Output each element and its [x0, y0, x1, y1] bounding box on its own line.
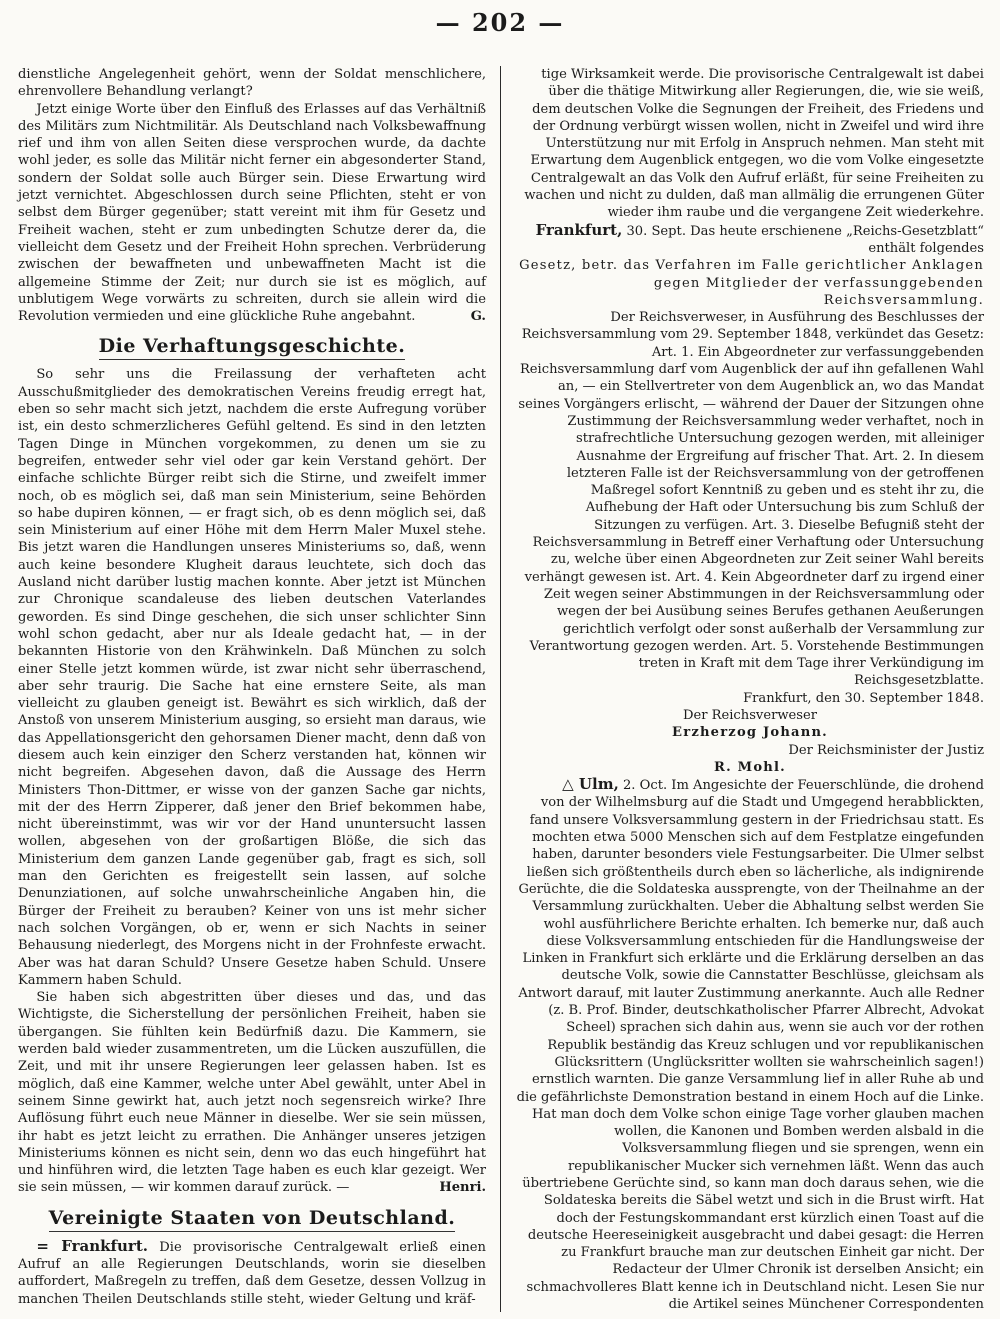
article-paragraph — [18, 989, 486, 1197]
dateline: = Frankfurt. — [36, 1236, 148, 1255]
signatory-title: Der Reichsminister der Justiz — [788, 742, 984, 758]
signatory-name: Erzherzog Johann. — [672, 725, 828, 741]
article-paragraph — [18, 101, 486, 326]
place-date: Frankfurt, den 30. September 1848. — [743, 690, 984, 706]
continued-paragraph: dienstliche Angelegenheit gehört, wenn der Soldat menschlichere, ehrenvollere Behandlung verlangt? — [18, 67, 486, 100]
column-rule — [500, 66, 501, 1312]
dateline: △ Ulm, — [562, 775, 619, 794]
article-paragraph — [516, 222, 984, 258]
signatory-title: Der Reichsverweser — [682, 707, 818, 723]
section-heading — [18, 1205, 486, 1232]
law-title: Gesetz, betr. das Verfahren im Falle gerichtlicher Anklagen gegen Mitglieder der verfassunggebenden Reichsversammlung. — [519, 258, 984, 308]
section-heading — [18, 333, 486, 360]
dateline: Frankfurt, — [535, 220, 623, 239]
article-paragraph: So sehr uns die Freilassung der verhafteten acht Ausschußmitglieder des demokratischen Vereins freudig erregt hat, eben so sehr macht sich jetzt, nachdem die erste Aufregung vorüber ist, ein desto schmerzlicheres Gefühl geltend. Es sind in den letzten Tagen Dinge in München vorgekommen, zu denen um sie zu begreifen, entweder sehr viel oder gar kein Verstand gehört. Der einfache schlichte Bürger reibt sich die Stirne, und zweifelt immer noch, ob es möglich sei, daß man sein Ministerium, seine Behörden so habe dupiren können, — er fragt sich, ob es denn möglich sei, daß sein Ministerium auf einer Höhe mit dem Herrn Maler Muxel stehe. Bis jetzt waren die Handlungen unseres Ministeriums so, daß, wenn auch keine besondere Klugheit daraus leuchtete, sich doch das Ausland nicht darüber lustig machen konnte. Aber jetzt ist München zur Chronique scandaleuse des lieben deutschen Vaterlandes geworden. Es sind Dinge geschehen, die sich unser schlichter Sinn wohl schon gedacht, aber nur als Ideale gedacht hat, — in der bekannten Historie von den Krähwinkeln. Daß München zu solch einer Stelle jetzt kommen würde, ist zwar nicht sehr überraschend, aber sehr traurig. Die Sache hat eine ernstere Seite, als man vielleicht zu glauben geneigt ist. Bewährt es sich wirklich, daß der Anstoß von unserem Ministerium ausging, so ersieht man daraus, wie das Appellationsgericht den gehorsamen Diener macht, denn daß von diesem auch kein einziger den Scherz verstanden hat, können wir nicht begreifen. Abgesehen davon, daß die Aussage des Herrn Ministers Thon-Dittmer, er wisse von der ganzen Sache gar nichts, mit der des Herrn Zipperer, daß jener den Brief bekommen habe, nicht übereinstimmt, was wir vor der Hand ununtersucht lassen wollen, abgesehen von der großartigen Blöße, die sich das Ministerium dem ganzen Lande gegenüber gab, fragt es sich, soll man den Gerichten es freigestellt sein lassen, auf solche Denunziationen, auf solche unwahrscheinliche Angaben hin, die Bürger der Freiheit zu berauben? Keiner von uns ist mehr sicher nach solchen Vorgängen, ob er, wenn er sich Nachts in seiner Behausung niederlegt, des Morgens nicht in der Frohnfeste erwacht. Aber was hat daran Schuld? Unsere Gesetze haben Schuld. Unsere Kammern haben Schuld. — [18, 367, 486, 988]
law-text: Der Reichsverweser, in Ausführung des Beschlusses der Reichsversammlung vom 29. September 1848, verkündet das Gesetz: Art. 1. Ein Abgeordneter zur verfassunggebenden Reichsversammlung darf vom Augenblick der auf ihn gefallenen Wahl an, — ein Stellvertreter von dem Augenblick an, wo das Mandat seines Vorgängers erlischt, — während der Dauer der Sitzungen ohne Zustimmung der Reichsversammlung weder verhaftet, noch in strafrechtliche Untersuchung gezogen werden, mit alleiniger Ausnahme der Ergreifung auf frischer That. Art. 2. In diesem letzteren Falle ist der Reichsversammlung von der getroffenen Maßregel sofort Kenntniß zu geben und es steht ihr zu, die Aufhebung der Haft oder Untersuchung bis zum Schluß der Sitzungen zu verfügen. Art. 3. Dieselbe Befugniß steht der Reichsversammlung in Betreff einer Verhaftung oder Untersuchung zu, welche über einen Abgeordneten zur Zeit seiner Wahl bereits verhängt gewesen ist. Art. 4. Kein Abgeordneter darf zu irgend einer Zeit wegen seiner Abstimmungen in der Reichsversammlung oder wegen der bei Ausübung seines Berufes gethanen Aeußerungen gerichtlich verfolgt oder sonst außerhalb der Versammlung zur Verantwortung gezogen werden. Art. 5. Vorstehende Bestimmungen treten in Kraft mit dem Tage ihrer Verkündigung im Reichsgesetzblatte. — [518, 310, 984, 689]
article-text: Sie haben sich abgestritten über dieses und das, und das Wichtigste, die Sicherstellung der persönlichen Freiheit, haben sie übergangen. Sie fühlten kein Bedürfniß dazu. Die Kammern, sie werden bald wieder zusammentreten, um die Lücken auszufüllen, die Zeit, und mit ihr unsere Regierungen leer gelassen haben. Ist es möglich, daß eine Kammer, welche unter Abel gewählt, unter Abel in seinem Sinne gewirkt hat, auch jetzt noch segensreich wirke? Ihre Auflösung führt euch neue Männer in dieselbe. Wer sie sein müssen, ihr habt es jetzt leicht zu errathen. Die Anhänger unseres jetzigen Ministeriums können es nicht sein, denn wo das euch hingeführt hat und hinführen wird, die letzten Tage haben es euch klar gezeigt. Wer sie sein müssen, — wir kommen darauf zurück. — — [18, 990, 486, 1196]
heading-text: Die Verhaftungsgeschichte. — [99, 333, 406, 360]
author-signature: Henri. — [439, 1180, 486, 1196]
article-text: Die provisorische Centralgewalt erließ einen Aufruf an alle Regierungen Deutschlands, worin sie dieselben auffordert, Maßregeln zu treffen, daß dem Gesetze, dessen Vollzug in manchen Theilen Deutschlands stille steht, wieder Geltung und kräf- — [18, 1239, 486, 1307]
signatory-name: R. Mohl. — [714, 759, 786, 775]
author-signature: G. — [470, 309, 486, 325]
article-text: 2. Oct. Im Angesichte der Feuerschlünde, die drohend von der Wilhelmsburg auf die Stadt und Umgegend herabblickten, fand unsere Volksversammlung gestern in der Friedrichsau statt. Es mochten etwa 5000 Menschen sich auf dem Festplatze eingefunden haben, darunter besonders viele Festungsarbeiter. Die Ulmer selbst ließen sich größtentheils durch eben so lächerliche, als indignirende Gerüchte, die die Soldateska aussprengte, von der Theilnahme an der Versammlung zurückhalten. Ueber die Abhaltung selbst werden Sie wohl ausführlichere Berichte erhalten. Ich bemerke nur, daß auch diese Volksversammlung entschieden für die Handlungsweise der Linken in Frankfurt sich erklärte und die Erklärung derselben an das deutsche Volk, sowie die Cannstatter Beschlüsse, gleichsam als Antwort darauf, mit lauter Zustimmung anerkannte. Auch alle Redner (z. B. Prof. Binder, deutschkatholischer Pfarrer Albrecht, Advokat Scheel) sprachen sich dahin aus, wenn sie auch vor der rothen Republik beständig das Kreuz schlugen und vor republikanischen Glücksrittern (Unglücksritter wollten sie wahrscheinlich sagen!) ernstlich warnten. Die ganze Versammlung lief in aller Ruhe ab und die gefährlichste Demonstration bestand in einem Hoch auf die Linke. Hat man doch dem Volke schon einige Tage vorher glauben machen wollen, die Kanonen und Bomben werden alsbald in die Volksversammlung fliegen und sie sprengen, wenn ein republikanischer Mucker sich vernehmen läßt. Wenn das auch übertriebene Gerüchte sind, so kann man doch daraus sehen, wie die Soldateska bereits die Säbel wetzt und sich in die Brust wirft. Hat doch der Festungskommandant erst kürzlich einen Toast auf die deutsche Heereseinigkeit ausgebracht und dabei gesagt: die Herren zu Frankfurt brauche man zur deutschen Einheit gar nicht. Der Redacteur der Ulmer Chronik ist derselben Ansicht; ein schmachvolleres Blatt kenne ich in Deutschland nicht. Lesen Sie nur die Artikel seines Münchener Correspondenten — [516, 778, 984, 1313]
left-column — [18, 66, 486, 1308]
article-paragraph — [18, 1238, 486, 1308]
continued-paragraph: tige Wirksamkeit werde. Die provisorische Centralgewalt ist dabei über die thätige Mitwirkung aller Regierungen, die, wie sie weiß, dem deutschen Volke die Segnungen der Freiheit, des Friedens und der Ordnung verbürgt wissen wollen, nicht in Zweifel und wird ihre Unterstützung nur mit Erfolg in Anspruch nehmen. Man steht mit Erwartung dem Augenblick entgegen, wo die vom Volke eingesetzte Centralgewalt an das Volk den Aufruf erläßt, für seine Freiheiten zu wachen und nicht zu dulden, daß man allmälig die errungenen Güter wieder ihm raube und die vergangene Zeit wiederkehre. — [524, 67, 984, 221]
right-column — [516, 66, 984, 1313]
article-paragraph — [516, 776, 984, 1313]
article-text: 30. Sept. Das heute erschienene „Reichs-Gesetzblatt“ enthält folgendes — [626, 223, 984, 256]
heading-text: Vereinigte Staaten von Deutschland. — [49, 1205, 456, 1232]
page-number: — 202 — — [435, 8, 565, 37]
article-text: Jetzt einige Worte über den Einfluß des Erlasses auf das Verhältniß des Militärs zum Nichtmilitär. Als Deutschland nach Volksbewaffnung rief und ihm von allen Seiten diese versprochen wurde, da dachte wohl jeder, es solle das Militär nicht ferner ein abgesonderter Stand, sondern der Soldat solle auch Bürger sein. Diese Erwartung wird jetzt vernichtet. Abgeschlossen durch seine Pflichten, steht er von selbst dem Bürger gegenüber; statt vereint mit ihm für Gesetz und Freiheit wachen, steht er zum unbedingten Schutze derer da, die vielleicht dem Gesetz und der Freiheit Hohn sprechen. Verbrüderung zwischen der bewaffneten und unbewaffneten Macht ist die allgemeine Stimme der Zeit; nur durch sie ist es möglich, auf unblutigem Wege vorwärts zu schreiten, durch sie allein wird die Revolution vermieden und eine glückliche Ruhe angebahnt. — [18, 101, 486, 325]
